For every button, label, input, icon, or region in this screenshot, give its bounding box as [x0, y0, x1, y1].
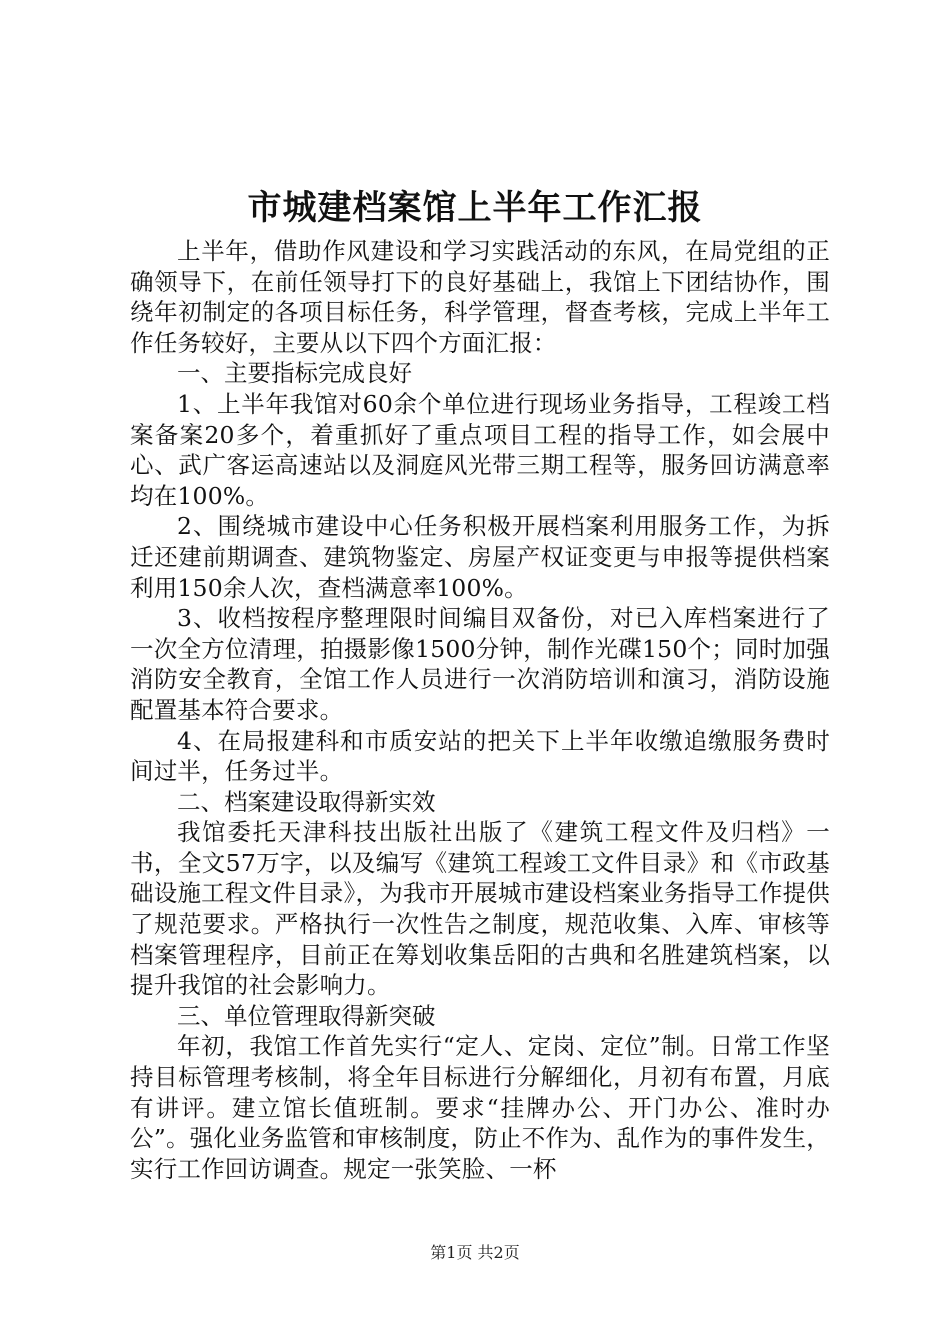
- document-body: [130, 236, 830, 1184]
- section-2-paragraph: 我馆委托天津科技出版社出版了《建筑工程文件及归档》一书，全文57万字，以及编写《建筑工程竣工文件目录》和《市政基础设施工程文件目录》，为我市开展城市建设档案业务指导工作提供了规范要求。严格执行一次性告之制度，规范收集、入库、审核等档案管理程序，目前正在筹划收集岳阳的古典和名胜建筑档案，以提升我馆的社会影响力。: [130, 818, 830, 1000]
- intro-paragraph: 上半年，借助作风建设和学习实践活动的东风，在局党组的正确领导下，在前任领导打下的良好基础上，我馆上下团结协作，围绕年初制定的各项目标任务，科学管理，督查考核，完成上半年工作任务较好，主要从以下四个方面汇报：: [130, 237, 830, 357]
- section-1-item-2: 2、围绕城市建设中心任务积极开展档案利用服务工作，为拆迁还建前期调查、建筑物鉴定、房屋产权证变更与申报等提供档案利用150余人次，查档满意率100%。: [130, 512, 830, 602]
- section-3-heading: 三、单位管理取得新突破: [177, 1001, 436, 1030]
- document-title: 市城建档案馆上半年工作汇报: [247, 188, 703, 228]
- section-1-item-3: 3、收档按程序整理限时间编目双备份，对已入库档案进行了一次全方位清理，拍摄影像1500分钟，制作光碟150个；同时加强消防安全教育，全馆工作人员进行一次消防培训和演习，消防设施配置基本符合要求。: [130, 604, 830, 724]
- section-3-paragraph: 年初，我馆工作首先实行“定人、定岗、定位”制。日常工作坚持目标管理考核制，将全年目标进行分解细化，月初有布置，月底有讲评。建立馆长值班制。要求“挂牌办公、开门办公、准时办公”。强化业务监管和审核制度，防止不作为、乱作为的事件发生，实行工作回访调查。规定一张笑脸、一杯: [130, 1032, 830, 1183]
- page-number-footer: 第1页 共2页: [430, 1243, 520, 1262]
- section-1-item-1: 1、上半年我馆对60余个单位进行现场业务指导，工程竣工档案备案20多个，着重抓好了重点项目工程的指导工作，如会展中心、武广客运高速站以及洞庭风光带三期工程等，服务回访满意率均在100%。: [130, 389, 830, 510]
- section-1-heading: 一、主要指标完成良好: [177, 359, 412, 388]
- section-1-item-4: 4、在局报建科和市质安站的把关下上半年收缴追缴服务费时间过半，任务过半。: [130, 726, 830, 786]
- section-2-heading: 二、档案建设取得新实效: [177, 787, 436, 816]
